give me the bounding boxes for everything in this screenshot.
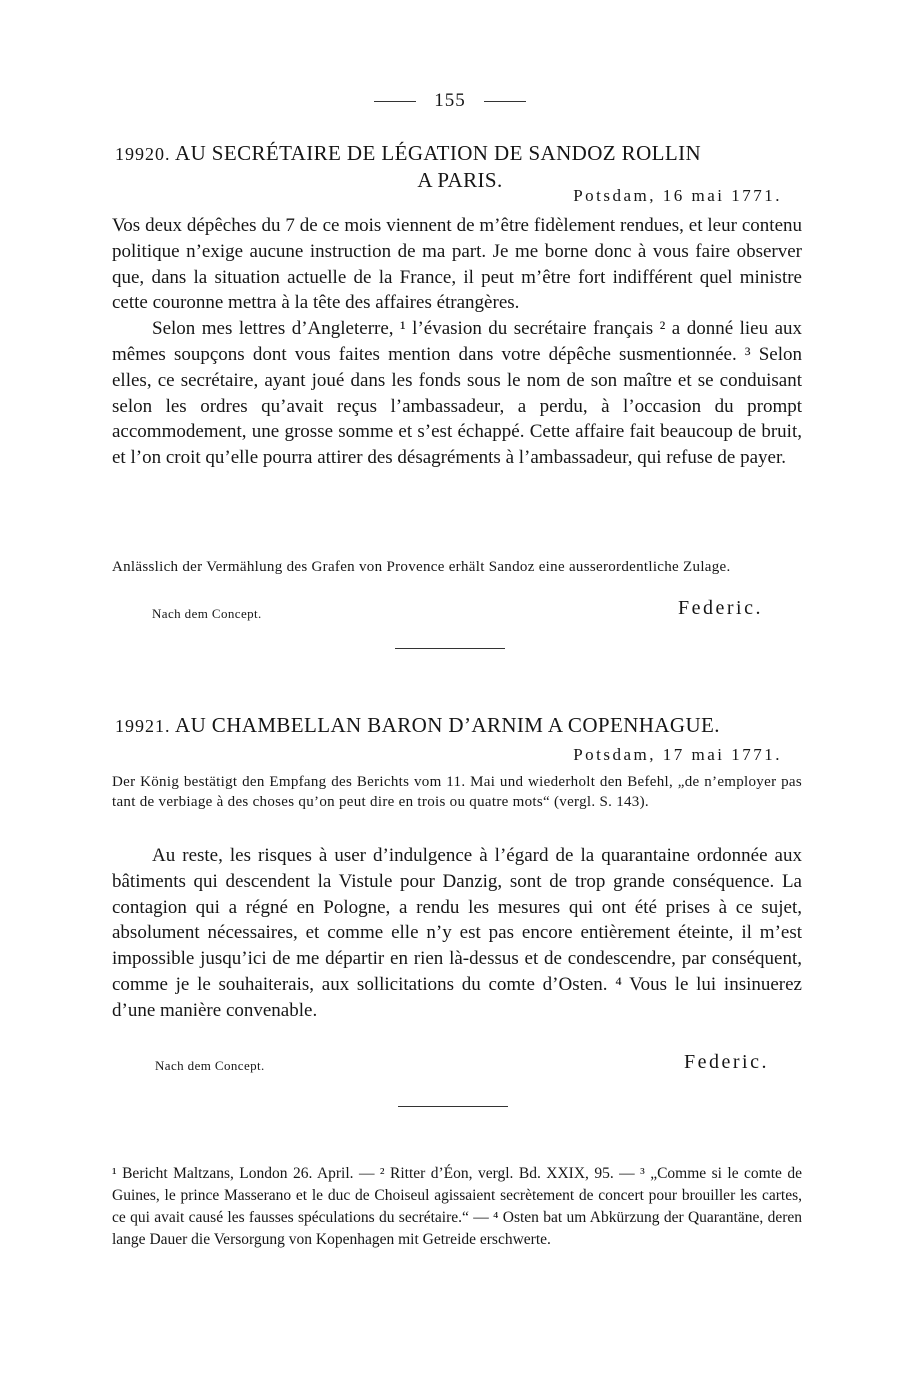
letter-body — [112, 843, 802, 1024]
editorial-note-text: Anlässlich der Vermählung des Grafen von Provence erhält Sandoz eine ausserordentliche Zulage. — [112, 559, 731, 575]
letter-paragraph: Au reste, les risques à user d’indulgence à l’égard de la quarantaine ordonnée aux bâtiments qui descendent la Vistule pour Danzig, sont de trop grande conséquence. La contagion qui a régné en Pologne, a rendu les mesures qui ont été prises à ce sujet, absolument nécessaires, et comme elle n’y est pas encore entièrement éteinte, il m’est impossible jusqu’ici de me départir en rien là-dessus et de condescendre, par conséquent, comme je le souhaiterais, aux sollicitations du comte d’Osten. ⁴ Vous le lui insinuerez d’une manière convenable. — [112, 845, 802, 1021]
source-note: Nach dem Concept. — [155, 1058, 265, 1073]
letter-dateline: Potsdam, 17 mai 1771. — [573, 745, 782, 764]
signature: Federic. — [684, 1051, 769, 1073]
page-number: 155 — [434, 90, 466, 111]
section-divider — [395, 648, 505, 649]
letter-summary — [112, 772, 802, 812]
header-rule-left — [374, 101, 416, 102]
letter-heading — [115, 712, 805, 739]
section-divider — [398, 1106, 508, 1107]
signature: Federic. — [678, 597, 763, 619]
source-note: Nach dem Concept. — [152, 606, 262, 621]
footnotes-text: ¹ Bericht Maltzans, London 26. April. — ² Ritter d’Éon, vergl. Bd. XXIX, 95. — ³ „Comme si le comte de Guines, le prince Masserano et le duc de Choiseul agissaient secrètement de concert pour brouiller les cartes, ce qui avait causé les fausses spéculations du secrétaire.“ — ⁴ Osten bat um Abkürzung der Quarantäne, deren lange Dauer die Versorgung von Kopenhagen mit Getreide erschwerte. — [112, 1165, 802, 1248]
letter-title: AU CHAMBELLAN BARON D’ARNIM A COPENHAGUE. — [175, 713, 720, 737]
letter-body — [112, 213, 802, 471]
letter-number: 19921. — [115, 716, 171, 736]
letter-paragraph: Selon mes lettres d’Angleterre, ¹ l’évasion du secrétaire français ² a donné lieu aux mêmes soupçons dont vous faites mention dans votre dépêche susmentionnée. ³ Selon elles, ce secrétaire, ayant joué dans les fonds sous le nom de son maître et se conduisant selon les ordres qu’avait reçus l’ambassadeur, a perdu, à l’occasion du prompt accommodement, une grosse somme et s’est échappé. Cette affaire fait beaucoup de bruit, et l’on croit qu’elle pourra attirer des désagréments à l’ambassadeur, qui refuse de payer. — [112, 318, 802, 469]
footnotes — [112, 1163, 802, 1251]
page-header — [0, 90, 900, 112]
letter-dateline: Potsdam, 16 mai 1771. — [573, 186, 782, 205]
letter-paragraph: Vos deux dépêches du 7 de ce mois viennent de m’être fidèlement rendues, et leur contenu politique n’exige aucune instruction de ma part. Je me borne donc à vous faire observer que, dans la situation actuelle de la France, il peut m’être fort indifférent quel ministre cette couronne mettra à la tête des affaires étrangères. — [112, 215, 802, 314]
header-rule-right — [484, 101, 526, 102]
letter-title-continued: A PARIS. — [417, 168, 503, 192]
letter-summary-text: Der König bestätigt den Empfang des Berichts vom 11. Mai und wiederholt den Befehl, „de n’employer pas tant de verbiage à des choses qu’on peut dire en trois ou quatre mots“ (vergl. S. 143). — [112, 774, 802, 810]
letter-number: 19920. — [115, 144, 171, 164]
letter-title: AU SECRÉTAIRE DE LÉGATION DE SANDOZ ROLLIN — [175, 141, 702, 165]
editorial-note — [112, 557, 802, 577]
